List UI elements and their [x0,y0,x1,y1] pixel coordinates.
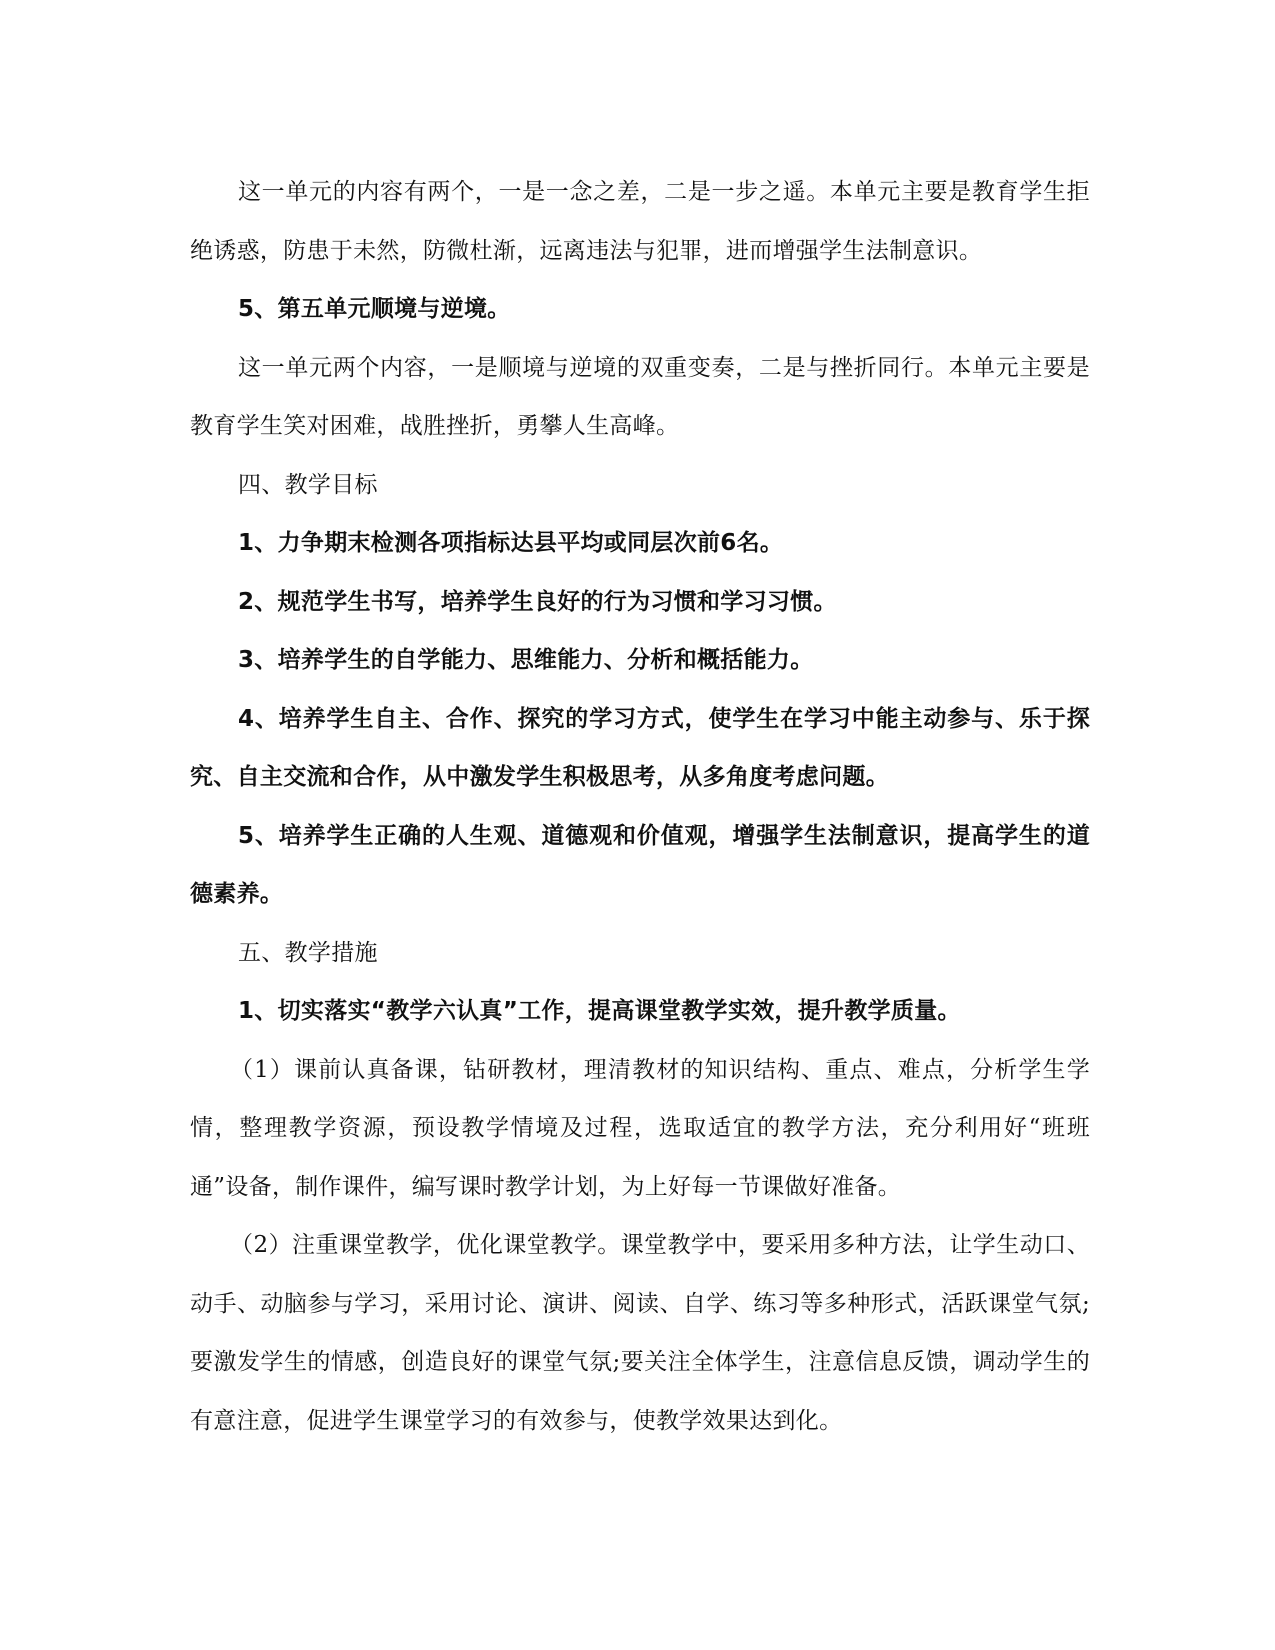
measure-subitem-2: （2）注重课堂教学，优化课堂教学。课堂教学中，要采用多种方法，让学生动口、动手、动脑参与学习，采用讨论、演讲、阅读、自学、练习等多种形式，活跃课堂气氛;要激发学生的情感，创造良好的课堂气氛;要关注全体学生，注意信息反馈，调动学生的有意注意，促进学生课堂学习的有效参与，使教学效果达到化。 [190,1232,1090,1434]
measure-item-1: 1、切实落实“教学六认真”工作，提高课堂教学实效，提升教学质量。 [238,998,961,1024]
heading-unit5: 5、第五单元顺境与逆境。 [238,296,511,322]
goal-item-5: 5、培养学生正确的人生观、道德观和价值观，增强学生法制意识，提高学生的道德素养。 [190,822,1090,907]
measure-subitem-1: （1）课前认真备课，钻研教材，理清教材的知识结构、重点、难点，分析学生学情，整理教学资源，预设教学情境及过程，选取适宜的教学方法，充分利用好“班班通”设备，制作课件，编写课时教学计划，为上好每一节课做好准备。 [190,1056,1090,1200]
section-heading-teaching-goals: 四、教学目标 [238,471,378,498]
goal-item-4: 4、培养学生自主、合作、探究的学习方式，使学生在学习中能主动参与、乐于探究、自主交流和合作，从中激发学生积极思考，从多角度考虑问题。 [190,705,1090,790]
goal-item-1: 1、力争期末检测各项指标达县平均或同层次前6名。 [238,530,784,556]
document-body [190,163,1090,1450]
paragraph-unit4-description: 这一单元的内容有两个，一是一念之差，二是一步之遥。本单元主要是教育学生拒绝诱惑，防患于未然，防微杜渐，远离违法与犯罪，进而增强学生法制意识。 [190,179,1090,264]
paragraph-unit5-description: 这一单元两个内容，一是顺境与逆境的双重变奏，二是与挫折同行。本单元主要是教育学生笑对困难，战胜挫折，勇攀人生高峰。 [190,354,1090,439]
goal-item-2: 2、规范学生书写，培养学生良好的行为习惯和学习习惯。 [238,588,837,615]
section-heading-teaching-measures: 五、教学措施 [238,939,378,966]
goal-item-3: 3、培养学生的自学能力、思维能力、分析和概括能力。 [238,647,814,673]
